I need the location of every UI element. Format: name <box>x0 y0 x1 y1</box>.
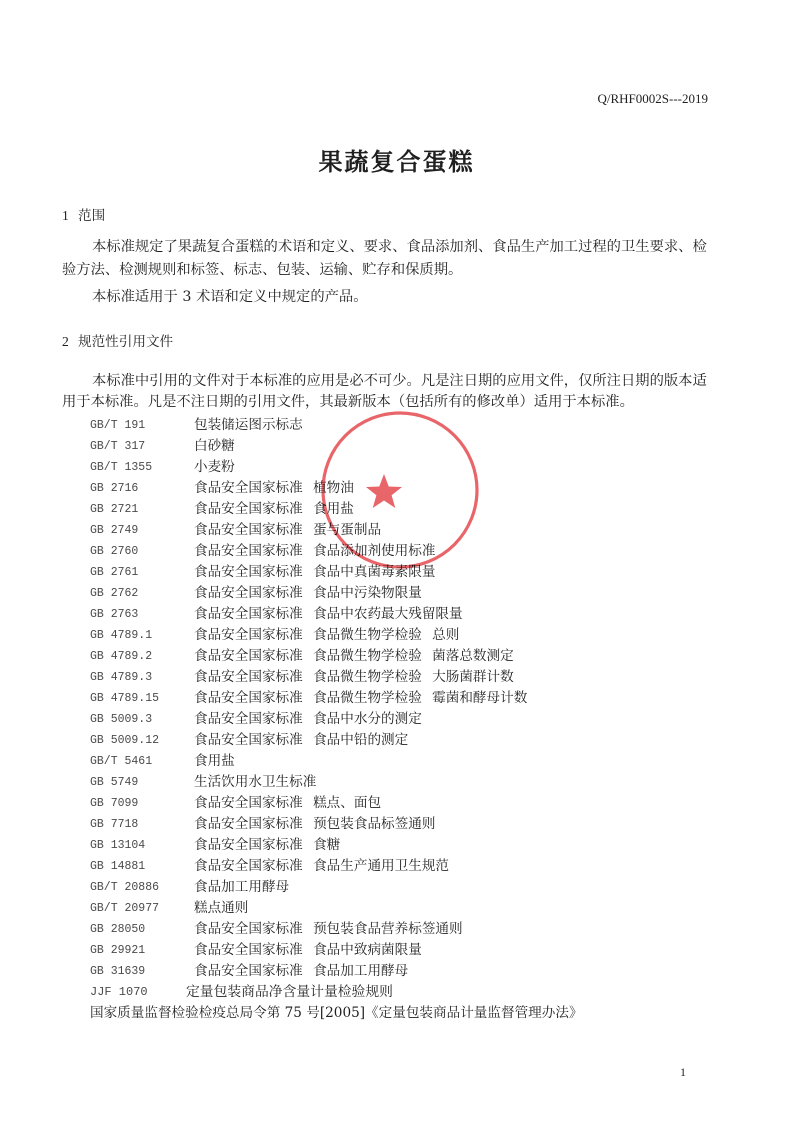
section-heading-scope <box>62 207 105 225</box>
reference-title: 食品安全国家标准 食品加工用酵母 <box>194 963 409 979</box>
reference-row <box>90 793 730 814</box>
reference-row <box>90 604 730 625</box>
reference-title: 食品安全国家标准 食品微生物学检验 总则 <box>194 627 460 643</box>
reference-row <box>90 898 730 919</box>
paragraph-line: 用于本标准。凡是不注日期的引用文件，其最新版本（包括所有的修改单）适用于本标准。 <box>62 394 634 410</box>
reference-row <box>90 646 730 667</box>
reference-title: 白砂糖 <box>194 438 235 454</box>
section-title: 范围 <box>78 208 106 224</box>
reference-row <box>90 982 730 1003</box>
reference-code: GB/T 20977 <box>90 902 160 915</box>
reference-title: 食品安全国家标准 食品生产通用卫生规范 <box>194 858 450 874</box>
reference-row <box>90 730 730 751</box>
reference-title: 食品安全国家标准 食糖 <box>194 837 341 853</box>
reference-code: GB 5009.3 <box>90 713 153 726</box>
reference-title: 食品安全国家标准 食品微生物学检验 大肠菌群计数 <box>194 669 514 685</box>
reference-code: GB 2760 <box>90 545 139 558</box>
reference-title: 食品安全国家标准 预包装食品营养标签通则 <box>194 921 463 937</box>
reference-title: 食品安全国家标准 食品中铅的测定 <box>194 732 409 748</box>
reference-row <box>90 961 730 982</box>
decree-reference: 国家质量监督检验检疫总局令第 75 号[2005]《定量包装商品计量监督管理办法》 <box>90 1005 583 1021</box>
reference-code: GB/T 20886 <box>90 881 160 894</box>
reference-code: GB 2762 <box>90 587 139 600</box>
reference-row <box>90 772 730 793</box>
reference-code: GB 2763 <box>90 608 139 621</box>
reference-code: JJF 1070 <box>90 985 148 999</box>
reference-row <box>90 583 730 604</box>
reference-code: GB 2716 <box>90 482 139 495</box>
reference-code: GB 14881 <box>90 860 146 873</box>
reference-title: 食品安全国家标准 食品中致病菌限量 <box>194 942 422 958</box>
reference-title: 食品安全国家标准 植物油 <box>194 480 354 496</box>
reference-title: 食品安全国家标准 糕点、面包 <box>194 795 382 811</box>
reference-title: 食品安全国家标准 预包装食品标签通则 <box>194 816 436 832</box>
reference-row <box>90 562 730 583</box>
reference-row <box>90 856 730 877</box>
reference-code: GB 2749 <box>90 524 139 537</box>
reference-code: GB 4789.2 <box>90 650 153 663</box>
section-number: 2 <box>62 334 69 349</box>
reference-row <box>90 751 730 772</box>
reference-row <box>90 457 730 478</box>
section-heading-normative-references <box>62 333 173 351</box>
reference-title: 生活饮用水卫生标准 <box>194 774 317 790</box>
reference-code: GB 4789.1 <box>90 629 153 642</box>
paragraph-line: 验方法、检测规则和标签、标志、包装、运输、贮存和保质期。 <box>62 262 463 278</box>
reference-row <box>90 625 730 646</box>
paragraph-line: 本标准适用于 3 术语和定义中规定的产品。 <box>92 289 368 305</box>
reference-title: 糕点通则 <box>194 900 249 916</box>
reference-row <box>90 835 730 856</box>
reference-title: 包装储运图示标志 <box>194 417 303 433</box>
reference-title: 食品安全国家标准 食品中农药最大残留限量 <box>194 606 463 622</box>
reference-code: GB 4789.15 <box>90 692 160 705</box>
reference-title: 食用盐 <box>194 753 235 769</box>
reference-code: GB 7099 <box>90 797 139 810</box>
reference-code: GB/T 317 <box>90 440 146 453</box>
reference-code: GB/T 191 <box>90 419 146 432</box>
reference-code: GB 5749 <box>90 776 139 789</box>
reference-list <box>90 415 730 1003</box>
reference-row <box>90 415 730 436</box>
reference-code: GB 4789.3 <box>90 671 153 684</box>
reference-title: 食品安全国家标准 食品微生物学检验 霉菌和酵母计数 <box>194 690 528 706</box>
reference-title: 食品安全国家标准 食品中污染物限量 <box>194 585 422 601</box>
document-code: Q/RHF0002S---2019 <box>597 91 708 106</box>
reference-title: 小麦粉 <box>194 459 235 475</box>
reference-title: 食品安全国家标准 食品中水分的测定 <box>194 711 422 727</box>
reference-row <box>90 709 730 730</box>
reference-code: GB 31639 <box>90 965 146 978</box>
reference-row <box>90 919 730 940</box>
reference-code: GB 2761 <box>90 566 139 579</box>
paragraph-line: 本标准中引用的文件对于本标准的应用是必不可少。凡是注日期的应用文件，仅所注日期的版本适 <box>92 373 707 389</box>
reference-title: 食品安全国家标准 食品中真菌毒素限量 <box>194 564 436 580</box>
reference-row <box>90 499 730 520</box>
reference-code: GB 28050 <box>90 923 146 936</box>
document-title: 果蔬复合蛋糕 <box>318 147 475 176</box>
reference-row <box>90 436 730 457</box>
reference-title: 食品安全国家标准 蛋与蛋制品 <box>194 522 382 538</box>
reference-code: GB 2721 <box>90 503 139 516</box>
reference-row <box>90 478 730 499</box>
page-number: 1 <box>680 1065 686 1079</box>
reference-title: 食品安全国家标准 食用盐 <box>194 501 354 517</box>
reference-row <box>90 877 730 898</box>
reference-row <box>90 940 730 961</box>
reference-code: GB 29921 <box>90 944 146 957</box>
reference-code: GB/T 1355 <box>90 461 153 474</box>
reference-title: 食品安全国家标准 食品微生物学检验 菌落总数测定 <box>194 648 514 664</box>
reference-row <box>90 541 730 562</box>
reference-row <box>90 520 730 541</box>
reference-code: GB 5009.12 <box>90 734 160 747</box>
section-number: 1 <box>62 208 69 223</box>
reference-row <box>90 688 730 709</box>
reference-title: 食品安全国家标准 食品添加剂使用标准 <box>194 543 436 559</box>
section-title: 规范性引用文件 <box>78 334 174 350</box>
reference-code: GB 7718 <box>90 818 139 831</box>
reference-code: GB/T 5461 <box>90 755 153 768</box>
reference-title: 定量包装商品净含量计量检验规则 <box>186 984 393 1000</box>
reference-row <box>90 667 730 688</box>
reference-code: GB 13104 <box>90 839 146 852</box>
paragraph-line: 本标准规定了果蔬复合蛋糕的术语和定义、要求、食品添加剂、食品生产加工过程的卫生要求、检 <box>92 239 707 255</box>
reference-row <box>90 814 730 835</box>
reference-title: 食品加工用酵母 <box>194 879 290 895</box>
